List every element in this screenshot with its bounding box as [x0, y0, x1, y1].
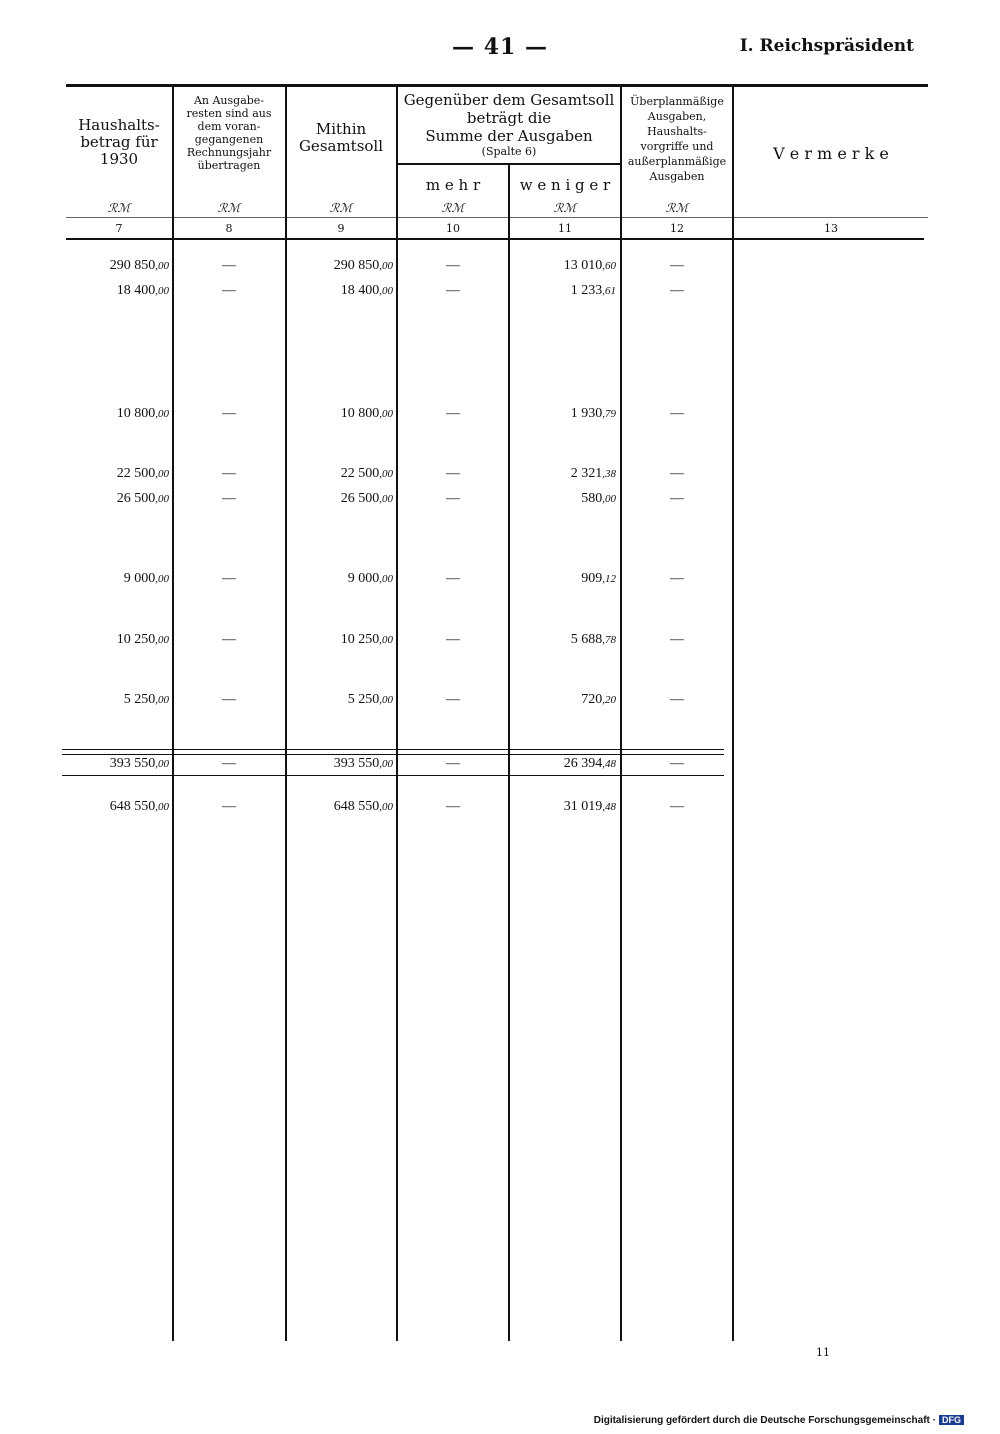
table-top-rule	[66, 84, 928, 87]
decimal-separator: ,	[379, 493, 382, 505]
row-3-haushaltsbetrag-dec: 00	[158, 468, 169, 480]
decimal-separator: ,	[379, 285, 382, 297]
col-7-unit: ℛℳ	[107, 201, 131, 215]
col-12-number: 12	[670, 222, 684, 235]
row-6-weniger	[571, 632, 616, 648]
row-3-weniger-int: 2 321	[570, 466, 603, 481]
row-5-ueberplanmaessig: —	[670, 571, 684, 586]
row-2-gesamtsoll-int: 10 800	[340, 406, 380, 421]
decimal-separator: ,	[379, 758, 382, 770]
row-8-weniger	[564, 756, 616, 772]
page-mark: 11	[816, 1346, 830, 1359]
row-1-mehr: —	[446, 283, 460, 298]
row-1-weniger	[571, 283, 616, 299]
decimal-separator: ,	[379, 468, 382, 480]
row-8-uebertragen: —	[222, 756, 236, 771]
row-7-haushaltsbetrag	[124, 692, 169, 708]
row-8-haushaltsbetrag-int: 393 550	[109, 756, 156, 771]
row-9-weniger	[564, 799, 616, 815]
row-7-uebertragen: —	[222, 692, 236, 707]
row-1-haushaltsbetrag	[117, 283, 169, 299]
row-8-gesamtsoll	[334, 756, 393, 772]
row-7-ueberplanmaessig: —	[670, 692, 684, 707]
row-5-haushaltsbetrag-dec: 00	[158, 573, 169, 585]
row-6-haushaltsbetrag	[117, 632, 169, 648]
row-0-haushaltsbetrag-int: 290 850	[109, 258, 156, 273]
row-8-haushaltsbetrag-dec: 00	[158, 758, 169, 770]
col-13-number: 13	[824, 222, 838, 235]
row-2-gesamtsoll-dec: 00	[382, 408, 393, 420]
row-4-uebertragen: —	[222, 491, 236, 506]
row-6-haushaltsbetrag-dec: 00	[158, 634, 169, 646]
group-subheader: (Spalte 6)	[481, 145, 537, 158]
row-4-gesamtsoll-dec: 00	[382, 493, 393, 505]
decimal-separator: ,	[155, 758, 158, 770]
row-7-gesamtsoll-dec: 00	[382, 694, 393, 706]
row-6-ueberplanmaessig: —	[670, 632, 684, 647]
row-6-uebertragen: —	[222, 632, 236, 647]
row-9-haushaltsbetrag-int: 648 550	[109, 799, 156, 814]
decimal-separator: ,	[602, 634, 605, 646]
decimal-separator: ,	[379, 408, 382, 420]
row-4-gesamtsoll-int: 26 500	[340, 491, 380, 506]
col-10-number: 10	[446, 222, 460, 235]
row-4-haushaltsbetrag	[117, 491, 169, 507]
row-5-gesamtsoll-int: 9 000	[347, 571, 380, 586]
row-7-gesamtsoll-int: 5 250	[347, 692, 380, 707]
row-6-weniger-int: 5 688	[570, 632, 603, 647]
row-1-gesamtsoll-dec: 00	[382, 285, 393, 297]
subtotal-rule-top	[62, 749, 724, 750]
row-0-weniger-int: 13 010	[563, 258, 603, 273]
row-9-mehr: —	[446, 799, 460, 814]
decimal-separator: ,	[379, 801, 382, 813]
decimal-separator: ,	[602, 285, 605, 297]
col-8-unit: ℛℳ	[217, 201, 241, 215]
row-5-weniger-int: 909	[581, 571, 603, 586]
row-3-gesamtsoll-int: 22 500	[340, 466, 380, 481]
decimal-separator: ,	[602, 408, 605, 420]
unit-rule	[66, 217, 928, 218]
col-9-unit: ℛℳ	[329, 201, 353, 215]
row-1-ueberplanmaessig: —	[670, 283, 684, 298]
page-number: — 41 —	[452, 34, 548, 60]
row-8-weniger-dec: 48	[605, 758, 616, 770]
row-2-ueberplanmaessig: —	[670, 406, 684, 421]
row-7-haushaltsbetrag-dec: 00	[158, 694, 169, 706]
row-3-haushaltsbetrag-int: 22 500	[116, 466, 156, 481]
row-1-gesamtsoll	[341, 283, 393, 299]
row-7-weniger-dec: 20	[605, 694, 616, 706]
decimal-separator: ,	[602, 801, 605, 813]
decimal-separator: ,	[602, 468, 605, 480]
row-9-haushaltsbetrag-dec: 00	[158, 801, 169, 813]
row-6-haushaltsbetrag-int: 10 250	[116, 632, 156, 647]
col-9-header: Mithin Gesamtsoll	[298, 120, 384, 155]
col-7-number: 7	[115, 222, 123, 235]
row-8-gesamtsoll-int: 393 550	[333, 756, 380, 771]
footer-text: Digitalisierung gefördert durch die Deutsche Forschungsgemeinschaft ·	[593, 1415, 936, 1426]
row-6-gesamtsoll-int: 10 250	[340, 632, 380, 647]
row-4-haushaltsbetrag-int: 26 500	[116, 491, 156, 506]
row-2-weniger-dec: 79	[605, 408, 616, 420]
header-bottom-rule	[66, 238, 924, 240]
decimal-separator: ,	[379, 694, 382, 706]
row-2-gesamtsoll	[341, 406, 393, 422]
row-3-weniger-dec: 38	[605, 468, 616, 480]
row-6-gesamtsoll	[341, 632, 393, 648]
row-0-weniger-dec: 60	[605, 260, 616, 272]
row-8-ueberplanmaessig: —	[670, 756, 684, 771]
row-4-weniger	[581, 491, 616, 507]
row-1-haushaltsbetrag-int: 18 400	[116, 283, 156, 298]
col-12-header: Überplanmäßige Ausgaben, Haushalts- vorgriffe und außerplanmäßige Ausgaben	[627, 95, 727, 183]
row-4-haushaltsbetrag-dec: 00	[158, 493, 169, 505]
row-6-gesamtsoll-dec: 00	[382, 634, 393, 646]
row-0-haushaltsbetrag-dec: 00	[158, 260, 169, 272]
row-0-mehr: —	[446, 258, 460, 273]
decimal-separator: ,	[602, 493, 605, 505]
row-0-ueberplanmaessig: —	[670, 258, 684, 273]
row-7-haushaltsbetrag-int: 5 250	[123, 692, 156, 707]
decimal-separator: ,	[379, 260, 382, 272]
row-0-gesamtsoll-dec: 00	[382, 260, 393, 272]
decimal-separator: ,	[155, 408, 158, 420]
row-6-weniger-dec: 78	[605, 634, 616, 646]
col-8-header: An Ausgabe- resten sind aus dem voran- gegangenen Rechnungsjahr übertragen	[186, 94, 272, 172]
decimal-separator: ,	[155, 468, 158, 480]
row-3-gesamtsoll	[341, 466, 393, 482]
row-4-weniger-int: 580	[581, 491, 603, 506]
row-5-weniger	[581, 571, 616, 587]
row-7-gesamtsoll	[348, 692, 393, 708]
row-4-ueberplanmaessig: —	[670, 491, 684, 506]
row-1-weniger-dec: 61	[605, 285, 616, 297]
row-3-mehr: —	[446, 466, 460, 481]
col-11-unit: ℛℳ	[553, 201, 577, 215]
row-4-mehr: —	[446, 491, 460, 506]
dfg-logo: DFG	[939, 1415, 964, 1425]
row-2-haushaltsbetrag-dec: 00	[158, 408, 169, 420]
row-5-gesamtsoll	[348, 571, 393, 587]
row-2-haushaltsbetrag	[117, 406, 169, 422]
col-10-header: m e h r	[425, 176, 481, 194]
row-9-uebertragen: —	[222, 799, 236, 814]
row-3-haushaltsbetrag	[117, 466, 169, 482]
col-divider-8-9	[285, 85, 287, 1341]
col-divider-12-13	[732, 85, 734, 1341]
row-0-haushaltsbetrag	[110, 258, 169, 274]
col-11-number: 11	[558, 222, 572, 235]
decimal-separator: ,	[155, 634, 158, 646]
col-13-header: V e r m e r k e	[773, 144, 889, 163]
col-8-number: 8	[225, 222, 233, 235]
row-0-gesamtsoll-int: 290 850	[333, 258, 380, 273]
row-3-ueberplanmaessig: —	[670, 466, 684, 481]
row-0-gesamtsoll	[334, 258, 393, 274]
decimal-separator: ,	[602, 694, 605, 706]
decimal-separator: ,	[155, 285, 158, 297]
row-8-gesamtsoll-dec: 00	[382, 758, 393, 770]
col-12-unit: ℛℳ	[665, 201, 689, 215]
decimal-separator: ,	[155, 260, 158, 272]
row-4-weniger-dec: 00	[605, 493, 616, 505]
decimal-separator: ,	[155, 493, 158, 505]
col-divider-10-11	[508, 165, 510, 1341]
row-5-uebertragen: —	[222, 571, 236, 586]
row-1-weniger-int: 1 233	[570, 283, 603, 298]
col-11-header: w e n i g e r	[519, 176, 611, 194]
row-9-weniger-int: 31 019	[563, 799, 603, 814]
col-9-number: 9	[337, 222, 345, 235]
row-2-mehr: —	[446, 406, 460, 421]
decimal-separator: ,	[379, 634, 382, 646]
row-2-weniger-int: 1 930	[570, 406, 603, 421]
subtotal-rule-bottom	[62, 775, 724, 776]
row-5-haushaltsbetrag	[124, 571, 169, 587]
row-9-ueberplanmaessig: —	[670, 799, 684, 814]
row-9-gesamtsoll-int: 648 550	[333, 799, 380, 814]
decimal-separator: ,	[155, 801, 158, 813]
subtotal-rule-mid	[62, 754, 724, 755]
row-1-haushaltsbetrag-dec: 00	[158, 285, 169, 297]
row-4-gesamtsoll	[341, 491, 393, 507]
row-1-uebertragen: —	[222, 283, 236, 298]
row-1-gesamtsoll-int: 18 400	[340, 283, 380, 298]
row-6-mehr: —	[446, 632, 460, 647]
col-7-header: Haushalts- betrag für 1930	[78, 116, 160, 168]
row-2-haushaltsbetrag-int: 10 800	[116, 406, 156, 421]
row-9-weniger-dec: 48	[605, 801, 616, 813]
row-7-weniger-int: 720	[581, 692, 603, 707]
decimal-separator: ,	[602, 573, 605, 585]
row-5-weniger-dec: 12	[605, 573, 616, 585]
decimal-separator: ,	[155, 694, 158, 706]
row-5-haushaltsbetrag-int: 9 000	[123, 571, 156, 586]
row-3-uebertragen: —	[222, 466, 236, 481]
row-8-weniger-int: 26 394	[563, 756, 603, 771]
row-5-mehr: —	[446, 571, 460, 586]
row-0-weniger	[564, 258, 616, 274]
decimal-separator: ,	[155, 573, 158, 585]
decimal-separator: ,	[379, 573, 382, 585]
row-7-weniger	[581, 692, 616, 708]
row-2-weniger	[571, 406, 616, 422]
decimal-separator: ,	[602, 260, 605, 272]
row-0-uebertragen: —	[222, 258, 236, 273]
decimal-separator: ,	[602, 758, 605, 770]
row-9-haushaltsbetrag	[110, 799, 169, 815]
footer	[594, 1415, 964, 1426]
col-10-unit: ℛℳ	[441, 201, 465, 215]
row-5-gesamtsoll-dec: 00	[382, 573, 393, 585]
row-9-gesamtsoll	[334, 799, 393, 815]
group-header: Gegenüber dem Gesamtsoll beträgt die Summe der Ausgaben	[403, 91, 615, 145]
row-2-uebertragen: —	[222, 406, 236, 421]
row-3-gesamtsoll-dec: 00	[382, 468, 393, 480]
row-3-weniger	[571, 466, 616, 482]
row-8-mehr: —	[446, 756, 460, 771]
row-7-mehr: —	[446, 692, 460, 707]
section-title: I. Reichspräsident	[739, 36, 914, 56]
row-8-haushaltsbetrag	[110, 756, 169, 772]
row-9-gesamtsoll-dec: 00	[382, 801, 393, 813]
